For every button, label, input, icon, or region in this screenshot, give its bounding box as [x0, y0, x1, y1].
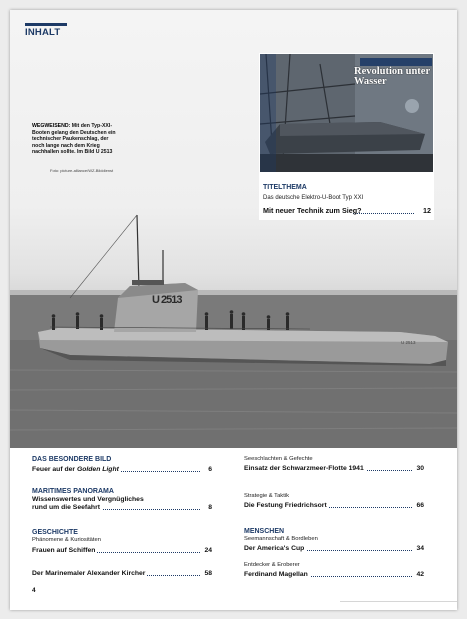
toc-page: 24 — [204, 547, 212, 554]
titelthema-headline[interactable]: Mit neuer Technik zum Sieg? — [263, 206, 362, 215]
toc-page: 34 — [416, 545, 424, 552]
toc-title: Die Festung Friedrichsort — [244, 502, 327, 509]
toc-title-line: Wissenswertes und Vergnügliches — [32, 496, 144, 503]
toc-title-row[interactable] — [244, 545, 424, 553]
section-title: INHALT — [25, 27, 61, 38]
caption-text: Mit den Typ-XXI-Booten gelang den Deutschen ein technischer Paukenschlag, der noch lange nach dem Krieg nachhallen sollte. Im Bild U 2513 — [32, 123, 116, 156]
toc-entry[interactable] — [244, 528, 424, 553]
toc-title: Der Marinemaler Alexander Kircher — [32, 570, 146, 577]
toc-entry[interactable] — [244, 493, 424, 510]
toc-kicker: Phänomene & Kuriositäten — [32, 537, 101, 543]
submarine-photo — [10, 10, 457, 448]
cover-title: Revolution unter Wasser — [354, 66, 430, 87]
photo-credit: Foto: picture-alliance/WZ-Bilddienst — [50, 168, 114, 173]
dotted-leader — [353, 213, 414, 214]
toc-title: Der America's Cup — [244, 545, 305, 552]
toc-page: 8 — [208, 504, 212, 511]
toc-category: DAS BESONDERE BILD — [32, 456, 112, 463]
toc-title-row[interactable] — [32, 547, 212, 555]
photo-caption — [32, 123, 120, 156]
caption-lead: WEGWEISEND: — [32, 123, 71, 129]
toc-category: GESCHICHTE — [32, 529, 78, 536]
toc-title: Feuer auf der Golden Light — [32, 466, 119, 473]
toc-entry[interactable] — [244, 456, 424, 473]
toc-kicker: Seemannschaft & Bordleben — [244, 536, 318, 542]
toc-title: rund um die Seefahrt — [32, 504, 100, 511]
magazine-cover[interactable] — [259, 53, 434, 173]
toc-kicker: Seeschlachten & Gefechte — [244, 456, 313, 462]
toc-category: MENSCHEN — [244, 528, 285, 535]
toc-title-row[interactable] — [244, 465, 424, 473]
toc-title-row[interactable] — [32, 466, 212, 474]
toc-title: Einsatz der Schwarzmeer-Flotte 1941 — [244, 465, 364, 472]
titelthema-page: 12 — [423, 206, 431, 215]
toc-page: 66 — [416, 502, 424, 509]
titelthema-box[interactable] — [259, 173, 434, 220]
toc-title-row[interactable] — [32, 570, 212, 578]
toc-title: Frauen auf Schiffen — [32, 547, 96, 554]
toc-page: 6 — [208, 466, 212, 473]
toc-entry[interactable] — [244, 562, 424, 579]
toc-entry[interactable] — [32, 570, 212, 578]
stern-marking: U 2513 — [401, 340, 416, 345]
toc-kicker: Strategie & Taktik — [244, 493, 290, 499]
toc-category: MARITIMES PANORAMA — [32, 488, 114, 495]
toc-title-row[interactable] — [244, 571, 424, 579]
toc-title: Ferdinand Magellan — [244, 571, 308, 578]
hull-marking: U 2513 — [152, 294, 182, 306]
toc-entry[interactable] — [32, 456, 212, 474]
toc-title-row[interactable] — [32, 504, 212, 512]
magazine-page — [10, 10, 457, 610]
toc-kicker: Entdecker & Eroberer — [244, 562, 300, 568]
page-number: 4 — [32, 587, 36, 594]
toc-entry[interactable] — [32, 529, 212, 555]
page-corner-strip — [340, 601, 457, 610]
toc-entry[interactable] — [32, 488, 212, 512]
toc-page: 42 — [416, 571, 424, 578]
toc-page: 58 — [204, 570, 212, 577]
titelthema-label: TITELTHEMA — [263, 184, 307, 191]
section-tag-bar — [25, 23, 67, 26]
titelthema-subtitle: Das deutsche Elektro-U-Boot Typ XXI — [263, 195, 364, 201]
table-of-contents — [10, 448, 457, 610]
toc-title-row[interactable] — [244, 502, 424, 510]
toc-page: 30 — [416, 465, 424, 472]
